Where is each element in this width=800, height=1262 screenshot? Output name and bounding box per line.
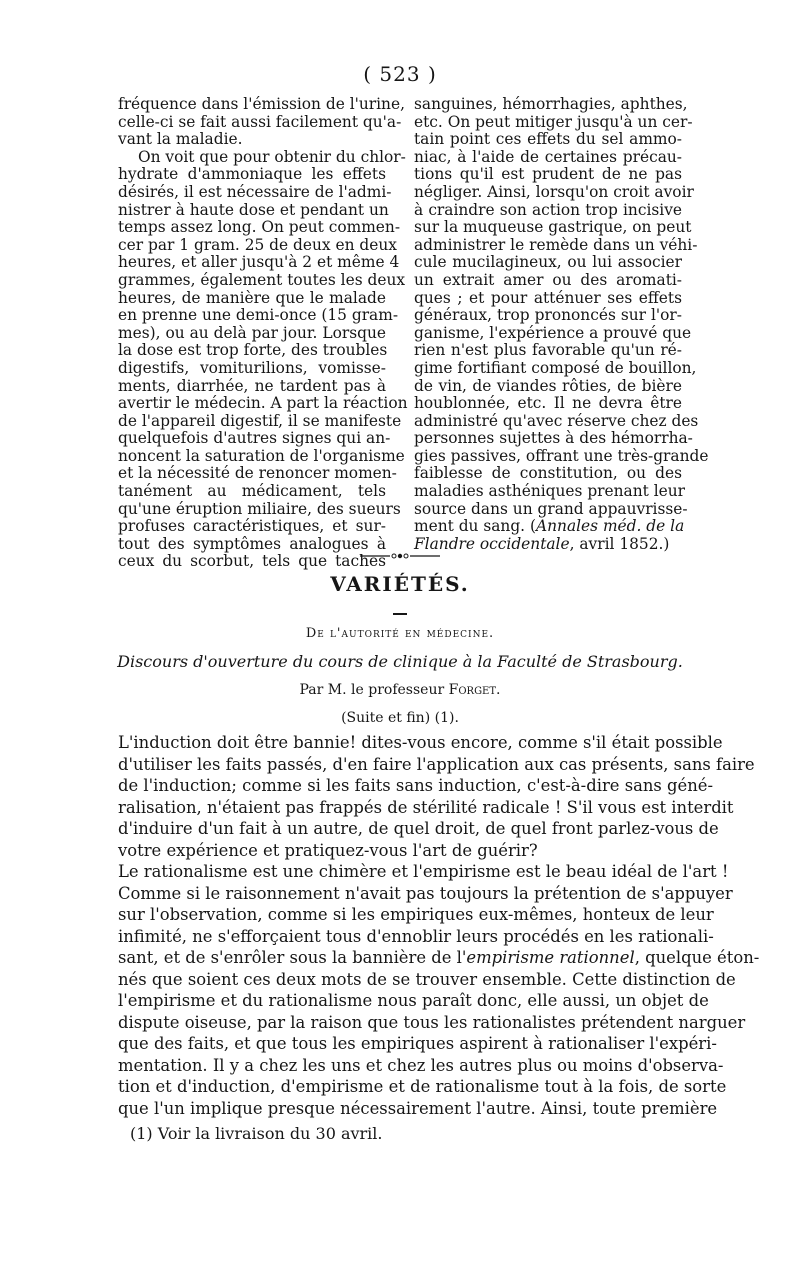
divider (393, 613, 407, 615)
text-line: Comme si le raisonnement n'avait pas toujours la prétention de s'appuyer (118, 883, 733, 903)
text-line: de vin, de viandes rôties, de bière (414, 376, 682, 395)
text-line: sanguines, hémorrhagies, aphthes, (414, 95, 688, 113)
text-line: infimité, ne s'efforçaient tous d'ennoblir leurs procédés en les rationali- (118, 926, 714, 946)
text-line: ment du sang. (414, 517, 526, 536)
text-line: gime fortifiant composé de bouillon, (414, 358, 697, 377)
ornament-rule (360, 553, 440, 559)
text-line: On voit que pour obtenir du chlor- (138, 147, 406, 166)
text-line: négliger. Ainsi, lorsqu'on croit avoir (414, 182, 694, 201)
text-line: heures, et aller jusqu'à 2 et même 4 (118, 253, 400, 272)
section-title: VARIÉTÉS. (330, 572, 470, 596)
text-line: niac, à l'aide de certaines précau- (414, 147, 682, 166)
text-line: ques ; et pour atténuer ses effets (414, 288, 682, 307)
text-line: généraux, trop prononcés sur l'or- (414, 306, 682, 325)
text-line: nés que soient ces deux mots de se trouver ensemble. Cette distinction de (118, 969, 736, 989)
article-subtitle: Discours d'ouverture du cours de clinique à la Faculté de Strasbourg. (117, 652, 683, 671)
text-line: gies passives, offrant une très-grande (414, 446, 709, 465)
text-line: avertir le médecin. A part la réaction (118, 394, 408, 413)
text-line: sur la muqueuse gastrique, on peut (414, 218, 692, 237)
continuation-note: (Suite et fin) (1). (341, 710, 459, 726)
article-title: De l'autorité en médecine. (305, 626, 495, 641)
text-line: vant la maladie. (118, 130, 243, 149)
text-line: tion et d'induction, d'empirisme et de rationalisme tout à la fois, de sorte (118, 1077, 727, 1096)
text-line: ganisme, l'expérience a prouvé que (414, 323, 692, 342)
page-number: ( 523 ) (363, 62, 437, 86)
text-line: de l'appareil digestif, il se manifeste (118, 411, 402, 430)
text-line: que des faits, et que tous les empiriques aspirent à rationaliser l'expéri- (118, 1034, 717, 1053)
text-line: fréquence dans l'émission de l'urine, (118, 95, 405, 113)
citation-open: ( (530, 517, 537, 536)
text-line: heures, de manière que le malade (118, 288, 386, 307)
text-line: à craindre son action trop incisive (414, 200, 682, 219)
text-line: ceux du scorbut, tels que taches (118, 552, 386, 571)
text-line: d'utiliser les faits passés, d'en faire l'application aux cas présents, sans faire (118, 754, 755, 774)
text-line: sur l'observation, comme si les empiriques eux-mêmes, honteux de leur (118, 905, 714, 924)
article-body (118, 732, 760, 1119)
footnote: (1) Voir la livraison du 30 avril. (130, 1124, 383, 1143)
text-line: faiblesse de constitution, ou des (414, 464, 682, 483)
text-line: administrer le remède dans un véhi- (414, 235, 698, 254)
text-line: profuses caractéristiques, et sur- (118, 517, 386, 536)
citation-rest: , avril 1852.) (569, 534, 670, 553)
author-name: Forget. (448, 682, 501, 698)
author-prefix: Par M. le professeur (299, 682, 445, 698)
text-line: grammes, également toutes les deux (118, 270, 406, 289)
text-line: ralisation, n'étaient pas frappés de stérilité radicale ! S'il vous est interdit (118, 797, 734, 817)
text-line: tions qu'il est prudent de ne pas (414, 165, 682, 184)
text-line: la dose est trop forte, des troubles (118, 341, 388, 360)
text-line: tanément au médicament, tels (118, 482, 386, 501)
left-column (118, 95, 408, 571)
text-line: qu'une éruption miliaire, des sueurs (118, 499, 401, 518)
text-line: votre expérience et pratiquez-vous l'art de guérir? (118, 840, 538, 860)
text-line: etc. On peut mitiger jusqu'à un cer- (414, 112, 693, 131)
citation-journal-part-1: Annales méd. de la (536, 517, 685, 536)
text-line: digestifs, vomiturilions, vomisse- (118, 358, 386, 377)
text-line: cule mucilagineux, ou lui associer (414, 253, 682, 272)
text-line: personnes sujettes à des hémorrha- (414, 429, 693, 448)
text-line: hydrate d'ammoniaque les effets (118, 165, 386, 184)
text-line: maladies asthéniques prenant leur (414, 482, 686, 501)
emphasis-text: empirisme rationnel (466, 948, 635, 967)
text-line: celle-ci se fait aussi facilement qu'a- (118, 112, 402, 131)
text-line: nistrer à haute dose et pendant un (118, 200, 389, 219)
text-line: d'induire d'un fait à un autre, de quel droit, de quel front parlez-vous de (118, 819, 719, 838)
right-column (414, 95, 709, 553)
text-line: houblonnée, etc. Il ne devra être (414, 394, 682, 413)
text-line: tain point ces effets du sel ammo- (414, 130, 682, 149)
text-line: ments, diarrhée, ne tardent pas à (118, 376, 386, 395)
text-line: l'empirisme et du rationalisme nous paraît donc, elle aussi, un objet de (118, 991, 709, 1010)
text-line: cer par 1 gram. 25 de deux en deux (118, 235, 397, 254)
text-line: tout des symptômes analogues à (118, 534, 386, 553)
text-line: dispute oiseuse, par la raison que tous les rationalistes prétendent narguer (118, 1012, 746, 1032)
text-line: rien n'est plus favorable qu'un ré- (414, 341, 682, 360)
text-line: mes), ou au delà par jour. Lorsque (118, 323, 386, 342)
text-line: mentation. Il y a chez les uns et chez les autres plus ou moins d'observa- (118, 1055, 724, 1075)
text-line: L'induction doit être bannie! dites-vous encore, comme s'il était possible (118, 733, 723, 752)
author-line (0, 682, 800, 698)
citation-line (414, 517, 685, 536)
text-line: et la nécessité de renoncer momen- (118, 464, 397, 483)
text-line: Le rationalisme est une chimère et l'empirisme est le beau idéal de l'art ! (118, 862, 729, 881)
citation-line (414, 536, 682, 554)
text-line: administré qu'avec réserve chez des (414, 411, 699, 430)
text-line: temps assez long. On peut commen- (118, 218, 401, 237)
text-line: un extrait amer ou des aromati- (414, 270, 682, 289)
text-line: sant, et de s'enrôler sous la bannière de l'empirisme rationnel, quelque éton- (118, 948, 760, 967)
text-line: source dans un grand appauvrisse- (414, 499, 688, 518)
text-line: que l'un implique presque nécessairement l'autre. Ainsi, toute première (118, 1098, 718, 1118)
text-line: désirés, il est nécessaire de l'admi- (118, 182, 392, 201)
text-line: quelquefois d'autres signes qui an- (118, 429, 391, 448)
text-line: noncent la saturation de l'organisme (118, 446, 405, 465)
text-line: en prenne une demi-once (15 gram- (118, 306, 399, 325)
citation-journal-part-2: Flandre occidentale (414, 534, 570, 553)
text-line: de l'induction; comme si les faits sans induction, c'est-à-dire sans géné- (118, 776, 714, 795)
